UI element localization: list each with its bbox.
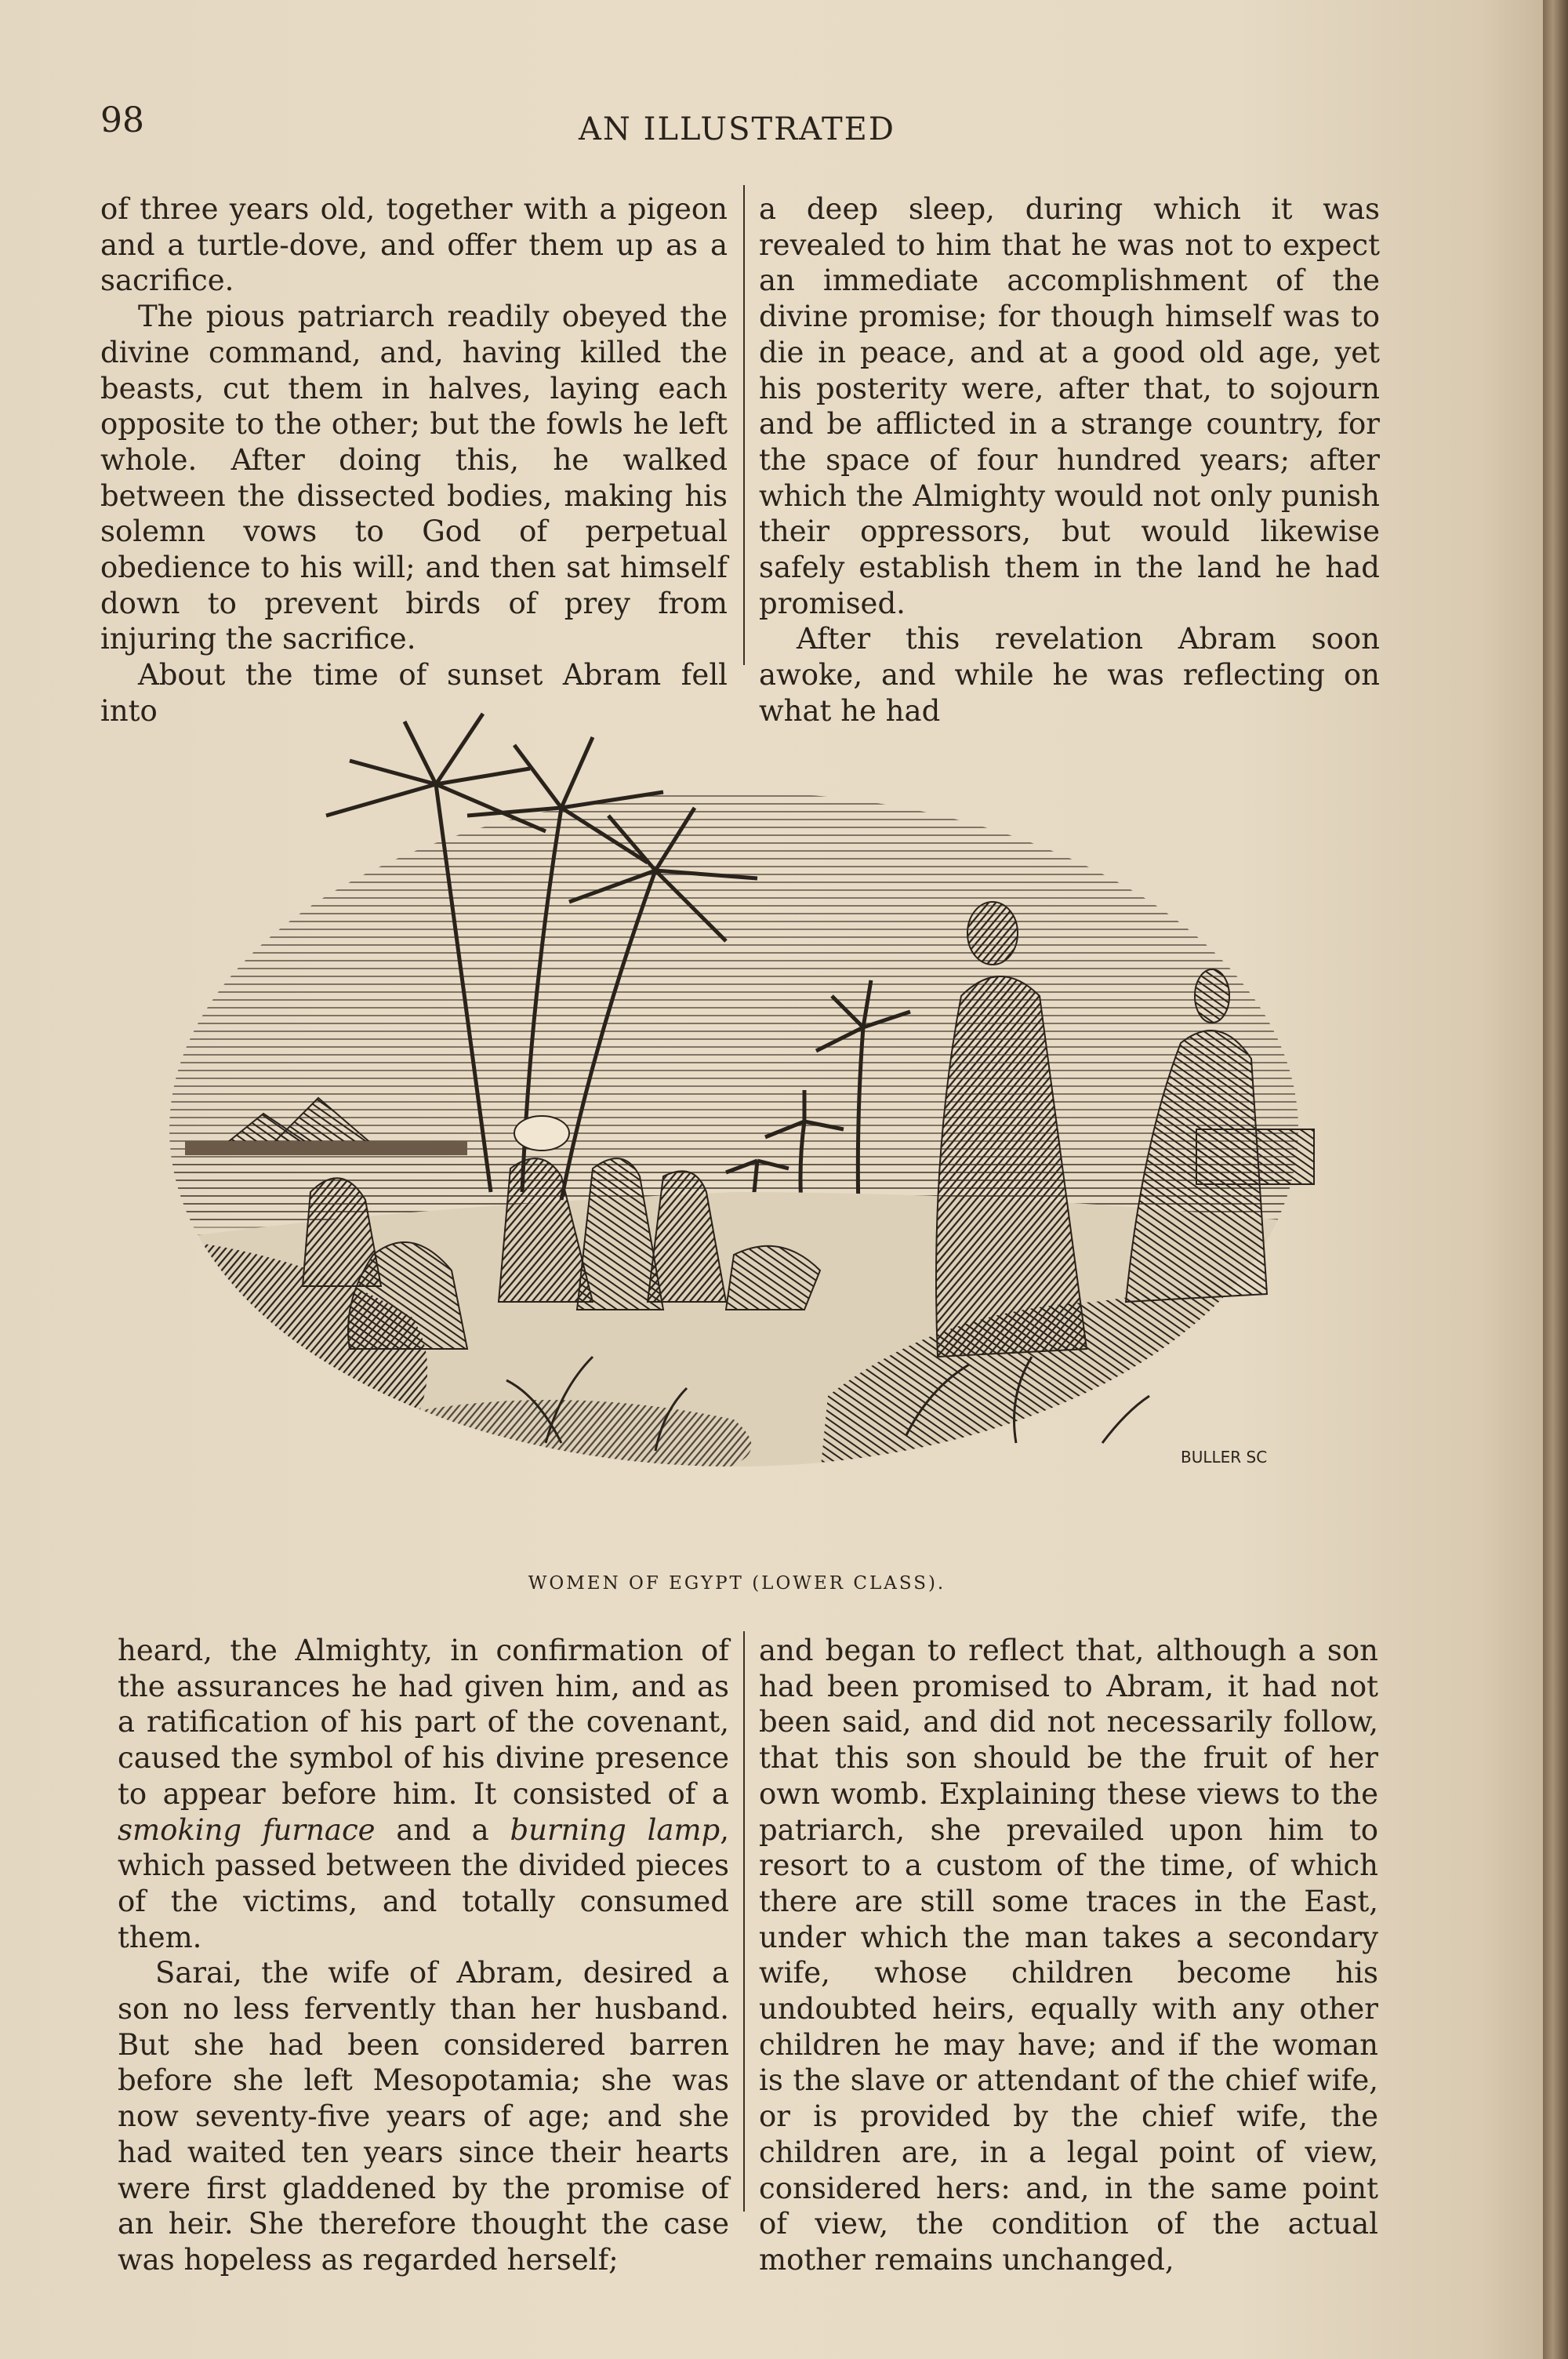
paragraph: After this revelation Abram soon awoke, and while he was reflecting on what he had <box>759 622 1380 728</box>
illustration-caption: WOMEN OF EGYPT (LOWER CLASS). <box>528 1573 946 1594</box>
paragraph: About the time of sunset Abram fell into <box>100 658 728 728</box>
book-page-edge <box>1543 0 1568 2359</box>
running-title: AN ILLUSTRATED <box>579 111 895 147</box>
paragraph: of three years old, together with a pigeon and a turtle-dove, and offer them up as a sacrifice. <box>100 192 728 298</box>
column-top-left <box>100 191 728 729</box>
paragraph: and began to reflect that, although a son had been promised to Abram, it had not been said, and did not necessarily follow, that this son should be the fruit of her own womb. Explaining these views to the patriarch, she prevailed upon him to resort to a custom of the time, of which there are still some traces in the East, under which the man takes a secondary wife, whose children become his undoubted heirs, equally with any other children he may have; and if the woman is the slave or attendant of the chief wife, or is provided by the chief wife, the children are, in a legal point of view, considered hers: and, in the same point of view, the condition of the actual mother remains unchanged, <box>759 1634 1378 2277</box>
column-bottom-right <box>759 1633 1378 2278</box>
column-divider <box>743 1631 745 2212</box>
paragraph: heard, the Almighty, in confirmation of the assurances he had given him, and as a ratification of his part of the covenant, caused the symbol of his divine presence to appear before him. It consisted of a smoking furnace and a burning lamp, which passed between the divided pieces of the victims, and totally consumed them. <box>118 1634 729 1954</box>
column-top-right <box>759 191 1380 729</box>
paragraph: The pious patriarch readily obeyed the divine command, and, having killed the beasts, cut them in halves, laying each opposite to the other; but the fowls he left whole. After doing this, he walked between the dissected bodies, making his solemn vows to God of perpetual obedience to his will; and then sat himself down to prevent birds of prey from injuring the sacrifice. <box>100 300 728 656</box>
column-divider <box>743 185 745 665</box>
engraving-women-of-egypt <box>154 690 1330 1561</box>
paragraph: Sarai, the wife of Abram, desired a son no less fervently than her husband. But she had been considered barren before she left Mesopotamia; she was now seventy-five years of age; and she had waited ten years since their hearts were first gladdened by the promise of an heir. She therefore thought the case was hopeless as regarded herself; <box>118 1956 729 2277</box>
engraver-signature: BULLER SC <box>1181 1448 1268 1467</box>
paragraph: a deep sleep, during which it was revealed to him that he was not to expect an immediate accomplishment of the divine promise; for though himself was to die in peace, and at a good old age, yet his posterity were, after that, to sojourn and be afflicted in a strange country, for the space of four hundred years; after which the Almighty would not only punish their oppressors, but would likewise safely establish them in the land he had promised. <box>759 192 1380 620</box>
column-bottom-left <box>118 1633 729 2278</box>
italic-phrase: smoking furnace <box>118 1812 376 1847</box>
page-number: 98 <box>100 100 144 140</box>
italic-phrase: burning lamp <box>510 1812 720 1847</box>
